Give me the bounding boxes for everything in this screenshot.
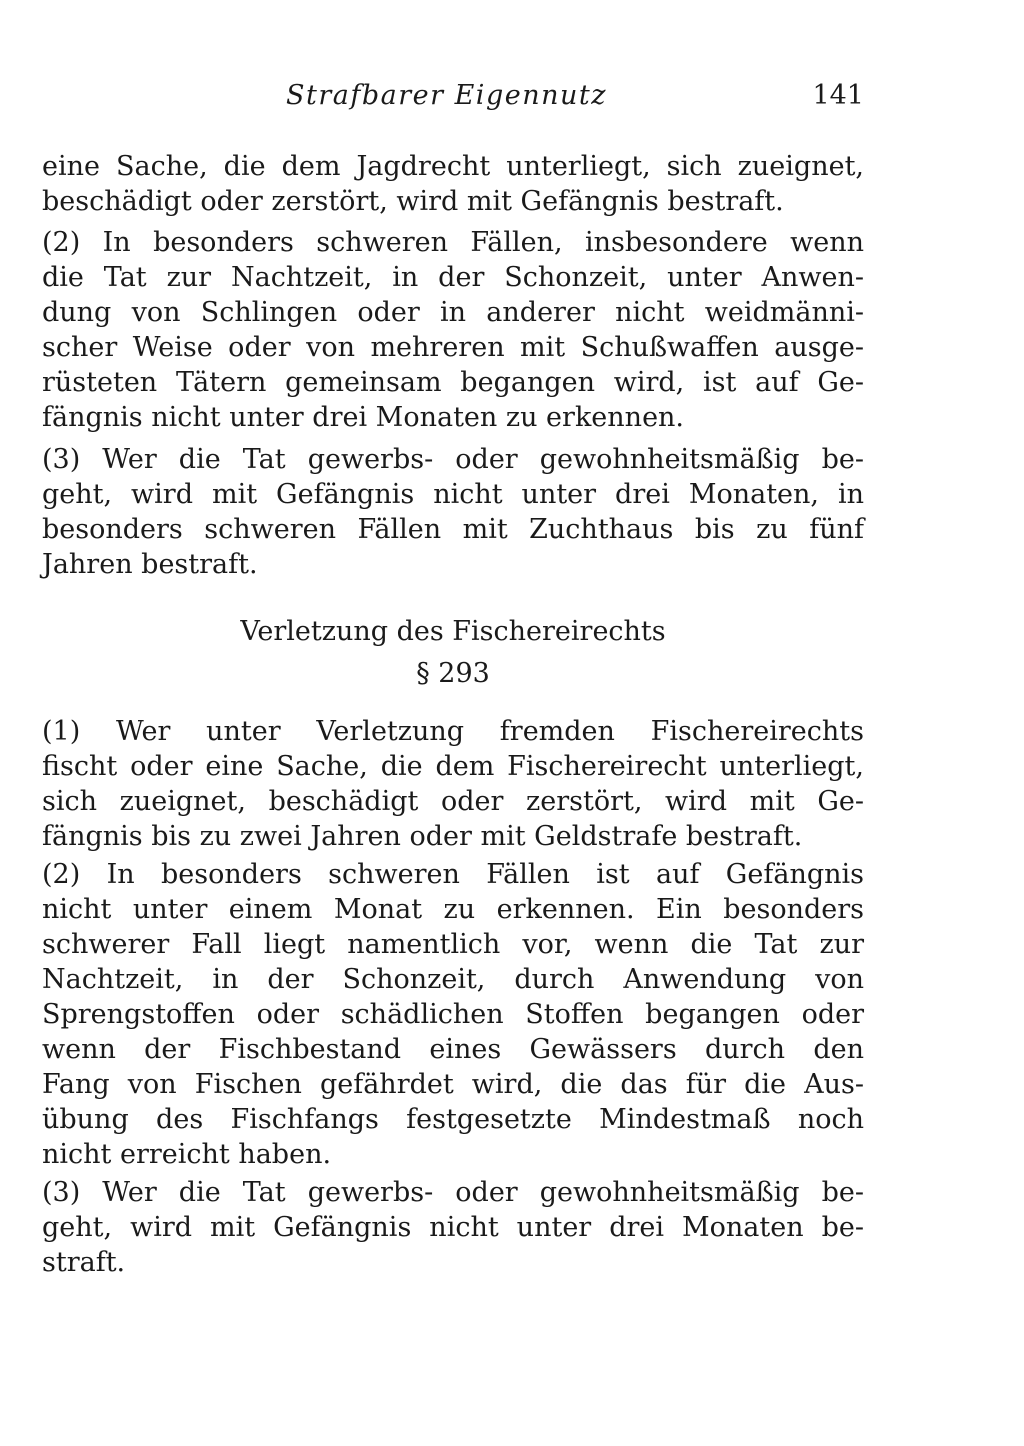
text-line: schwerer Fall liegt namentlich vor, wenn die Tat zur [42, 929, 864, 960]
book-page [42, 0, 864, 1446]
text-line: eine Sache, die dem Jagdrecht unterliegt, sich zueignet, [42, 151, 864, 182]
text-line: wenn der Fischbestand eines Gewässers durch den [42, 1034, 864, 1065]
text-line: rüsteten Tätern gemeinsam begangen wird, ist auf Ge- [42, 367, 864, 398]
text-line: Sprengstoffen oder schädlichen Stoffen begangen oder [42, 999, 864, 1030]
text-line: geht, wird mit Gefängnis nicht unter drei Monaten, in [42, 479, 864, 510]
page-header [42, 80, 864, 120]
text-line: straft. [42, 1247, 126, 1278]
text-line: Fang von Fischen gefährdet wird, die das für die Aus- [42, 1069, 864, 1100]
paragraph-section-3 [42, 442, 864, 582]
text-line: fängnis bis zu zwei Jahren oder mit Geldstrafe bestraft. [42, 821, 803, 852]
text-line: fischt oder eine Sache, die dem Fischereirecht unterliegt, [42, 751, 864, 782]
page-number: 141 [812, 80, 864, 111]
paragraph-293-2 [42, 857, 864, 1172]
paragraph-293-3 [42, 1175, 864, 1280]
text-line: sich zueignet, beschädigt oder zerstört, wird mit Ge- [42, 786, 864, 817]
text-line: dung von Schlingen oder in anderer nicht weidmänni- [42, 297, 864, 328]
text-line: übung des Fischfangs festgesetzte Mindestmaß noch [42, 1104, 864, 1135]
text-line: scher Weise oder von mehreren mit Schußwaffen ausge- [42, 332, 864, 363]
running-title: Strafbarer Eigennutz [286, 80, 607, 111]
text-line: beschädigt oder zerstört, wird mit Gefängnis bestraft. [42, 186, 784, 217]
text-line: (2) In besonders schweren Fällen ist auf Gefängnis [42, 859, 864, 890]
text-line: nicht erreicht haben. [42, 1139, 332, 1170]
text-line: (3) Wer die Tat gewerbs- oder gewohnheitsmäßig be- [42, 444, 864, 475]
text-line: (1) Wer unter Verletzung fremden Fischereirechts [42, 716, 864, 747]
paragraph-continuation [42, 149, 864, 219]
text-line: nicht unter einem Monat zu erkennen. Ein besonders [42, 894, 864, 925]
text-line: (3) Wer die Tat gewerbs- oder gewohnheitsmäßig be- [42, 1177, 864, 1208]
text-line: geht, wird mit Gefängnis nicht unter drei Monaten be- [42, 1212, 864, 1243]
text-line: die Tat zur Nachtzeit, in der Schonzeit, unter Anwen- [42, 262, 864, 293]
text-line: Jahren bestraft. [42, 549, 258, 580]
text-line: Nachtzeit, in der Schonzeit, durch Anwendung von [42, 964, 864, 995]
text-line: besonders schweren Fällen mit Zuchthaus bis zu fünf [42, 514, 864, 545]
text-line: fängnis nicht unter drei Monaten zu erkennen. [42, 402, 685, 433]
section-number: § 293 [416, 658, 490, 689]
section-title: Verletzung des Fischereirechts [240, 616, 666, 647]
text-line: (2) In besonders schweren Fällen, insbesondere wenn [42, 227, 864, 258]
paragraph-293-1 [42, 714, 864, 854]
paragraph-section-2 [42, 225, 864, 435]
